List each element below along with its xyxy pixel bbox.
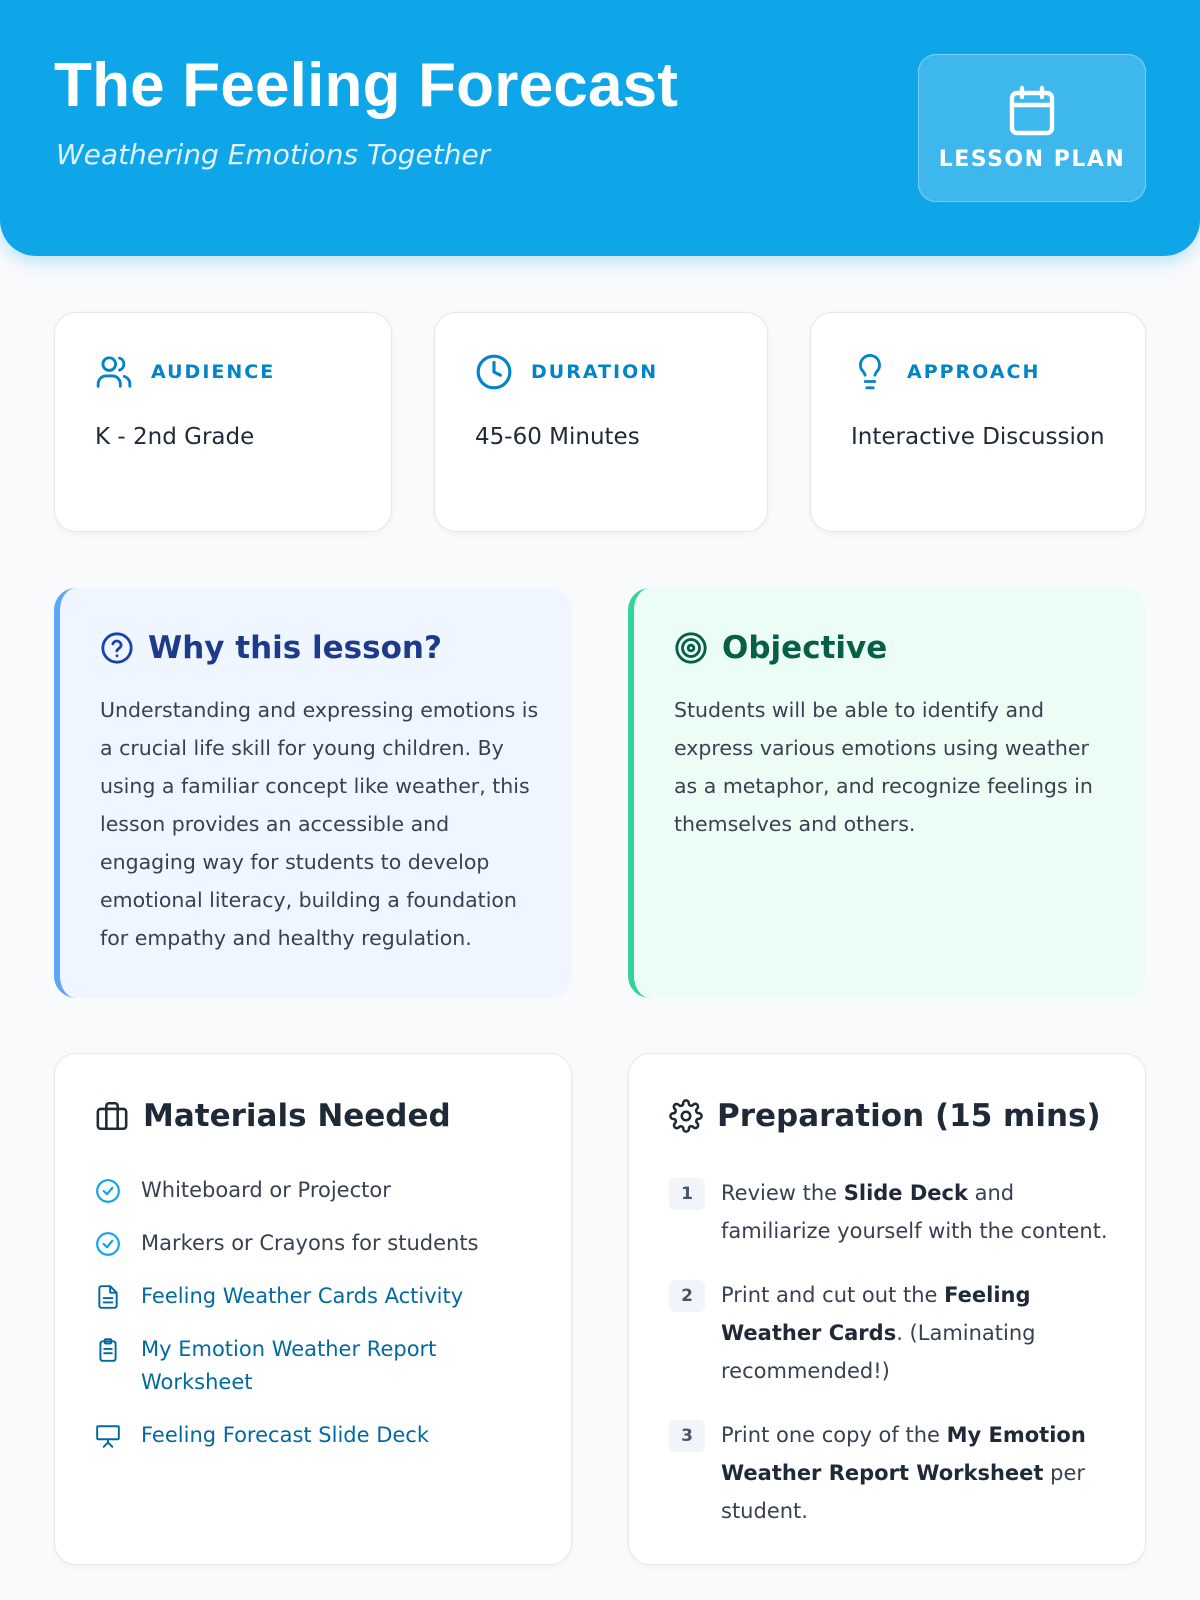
step-text: Print and cut out the Feeling Weather Cards. (Laminating recommended!) [721, 1283, 1036, 1383]
lesson-plan-badge [918, 54, 1146, 202]
duration-label: DURATION [531, 361, 659, 383]
materials-item-label: Whiteboard or Projector [141, 1178, 391, 1202]
materials-link-label[interactable]: Feeling Weather Cards Activity [141, 1284, 464, 1308]
why-lesson-box [54, 588, 572, 998]
materials-link-slide-deck[interactable] [95, 1419, 551, 1452]
lightbulb-icon [851, 353, 889, 391]
page-header [0, 0, 1200, 256]
step-text: Print one copy of the My Emotion Weather Report Worksheet per student. [721, 1423, 1086, 1523]
materials-item-label: Markers or Crayons for students [141, 1231, 479, 1255]
materials-link-label[interactable]: My Emotion Weather Report Worksheet [141, 1337, 437, 1394]
calendar-icon [1008, 85, 1056, 137]
preparation-step [669, 1174, 1115, 1250]
materials-list [95, 1174, 551, 1472]
audience-label: AUDIENCE [151, 361, 276, 383]
materials-item [95, 1174, 551, 1207]
why-lesson-text: Understanding and expressing emotions is a crucial life skill for young children. By using a familiar concept like weather, this lesson provides an accessible and engaging way for students to develop emotional literacy, building a foundation for empathy and healthy regulation. [100, 698, 539, 950]
approach-value: Interactive Discussion [851, 424, 1105, 450]
materials-title: Materials Needed [143, 1098, 451, 1134]
step-number: 2 [669, 1280, 705, 1312]
audience-value: K - 2nd Grade [95, 424, 255, 450]
materials-link-weather-cards[interactable] [95, 1280, 551, 1313]
duration-card [434, 312, 768, 532]
preparation-steps [669, 1174, 1115, 1556]
approach-card [810, 312, 1146, 532]
question-circle-icon [100, 631, 134, 665]
target-icon [674, 631, 708, 665]
materials-item [95, 1227, 551, 1260]
page-title: The Feeling Forecast [54, 51, 679, 120]
page-subtitle: Weathering Emotions Together [56, 138, 491, 171]
objective-box [628, 588, 1146, 998]
approach-label: APPROACH [907, 361, 1041, 383]
objective-text: Students will be able to identify and express various emotions using weather as a metaphor, and recognize feelings in themselves and others. [674, 698, 1093, 836]
audience-card [54, 312, 392, 532]
clock-icon [475, 353, 513, 391]
clipboard-icon [95, 1337, 121, 1363]
users-icon [95, 353, 133, 391]
preparation-step [669, 1416, 1115, 1530]
document-icon [95, 1284, 121, 1310]
check-circle-icon [95, 1231, 121, 1257]
materials-card [54, 1053, 572, 1565]
preparation-step [669, 1276, 1115, 1390]
step-number: 1 [669, 1178, 705, 1210]
gear-icon [669, 1099, 703, 1133]
materials-link-label[interactable]: Feeling Forecast Slide Deck [141, 1423, 430, 1447]
materials-link-worksheet[interactable] [95, 1333, 551, 1399]
objective-title: Objective [722, 630, 888, 666]
step-number: 3 [669, 1420, 705, 1452]
lesson-plan-label: LESSON PLAN [938, 146, 1126, 172]
preparation-title: Preparation (15 mins) [717, 1098, 1101, 1134]
presentation-icon [95, 1423, 121, 1449]
step-text: Review the Slide Deck and familiarize yourself with the content. [721, 1181, 1108, 1243]
preparation-card [628, 1053, 1146, 1565]
why-lesson-title: Why this lesson? [148, 630, 442, 666]
check-circle-icon [95, 1178, 121, 1204]
duration-value: 45-60 Minutes [475, 424, 640, 450]
briefcase-icon [95, 1099, 129, 1133]
